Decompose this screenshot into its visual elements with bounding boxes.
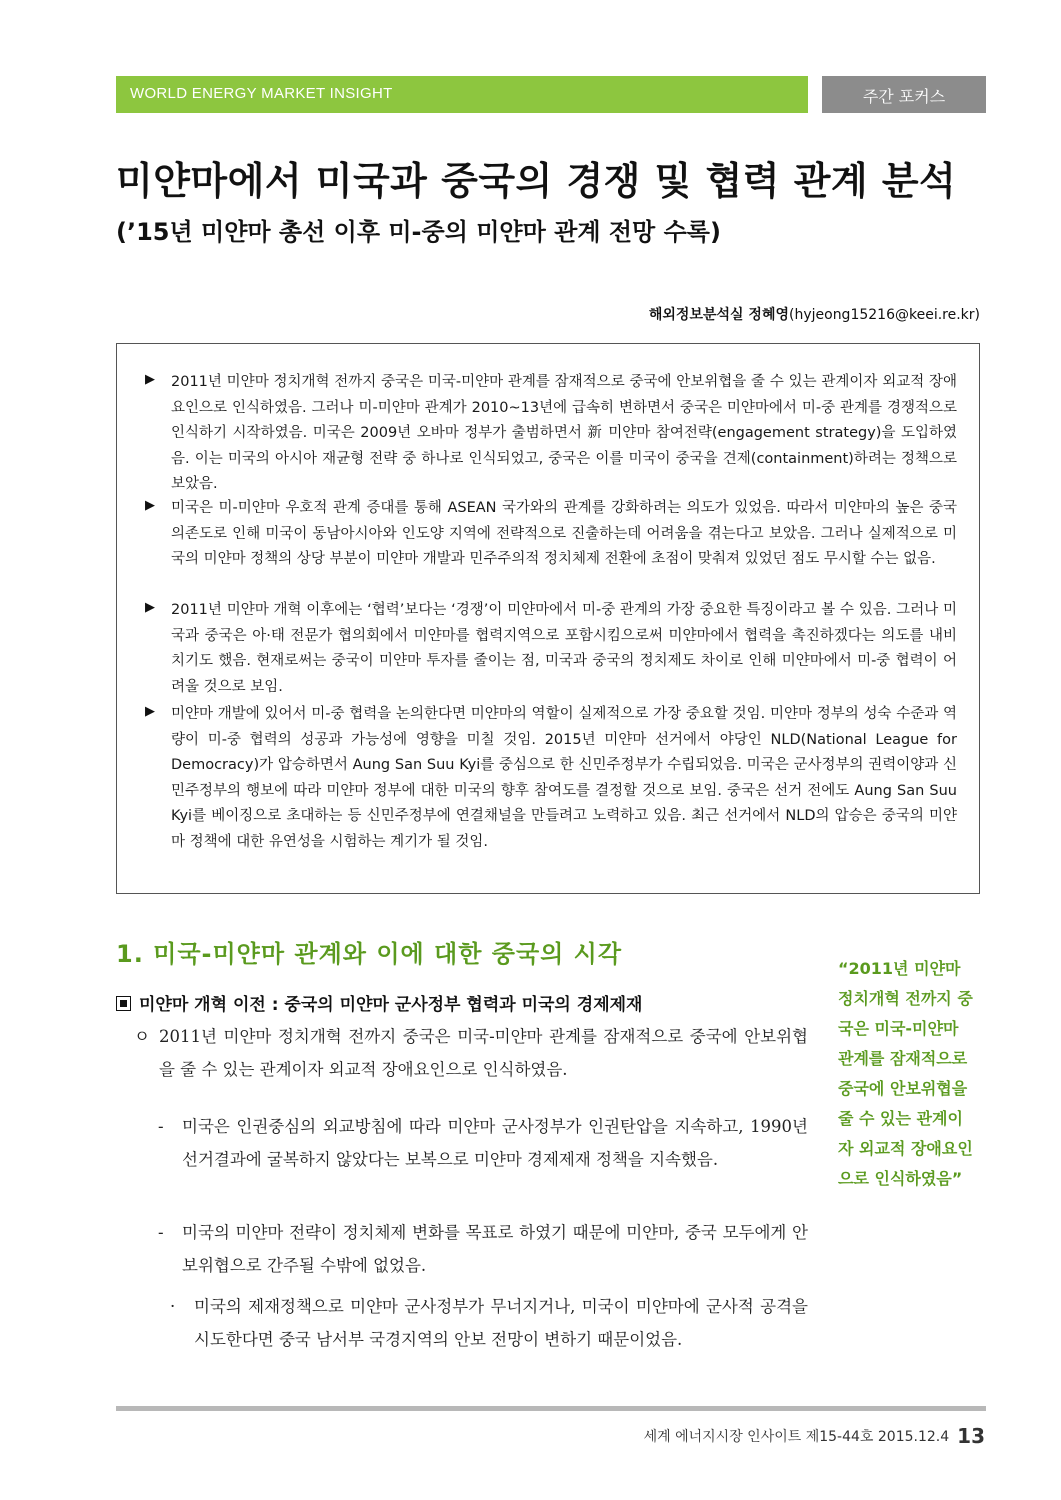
summary-box <box>116 343 980 894</box>
summary-item <box>145 598 957 700</box>
page-subtitle: (’15년 미얀마 총선 이후 미-중의 미얀마 관계 전망 수록) <box>116 218 721 246</box>
summary-item <box>145 370 957 498</box>
subsection-heading-text: 미얀마 개혁 이전 : 중국의 미얀마 군사정부 협력과 미국의 경제제재 <box>139 995 643 1015</box>
body-paragraph-text: 2011년 미얀마 정치개혁 전까지 중국은 미국-미얀마 관계를 잠재적으로 중국에 안보위협을 줄 수 있는 관계이자 외교적 장애요인으로 인식하였음. <box>159 1027 808 1079</box>
dash-marker: - <box>158 1117 164 1136</box>
summary-text: 미얀마 개발에 있어서 미-중 협력을 논의한다면 미얀마의 역할이 실제적으로 가장 중요할 것임. 미얀마 정부의 성숙 수준과 역량이 미-중 협력의 성공과 가능성에 영향을 미칠 것임. 2015년 미얀마 선거에서 야당인 NLD(National League for Democracy)가 압승하면서 Aung San Suu Kyi를 중심으로 한 신민주정부가 수립되었음. 미국은 군사정부의 권력이양과 신민주정부의 행보에 따라 미얀마 정부에 대한 미국의 향후 참여도를 결정할 것으로 보임. 중국은 선거 전에도 Aung San Suu Kyi를 베이징으로 초대하는 등 신민주정부에 연결채널을 만들려고 노력하고 있음. 최근 선거에서 NLD의 압승은 중국의 미얀마 정책에 대한 유연성을 시험하는 계기가 될 것임. <box>171 706 957 850</box>
footer-divider <box>116 1406 986 1411</box>
dash-paragraph-text: 미국의 미얀마 전략이 정치체제 변화를 목표로 하였기 때문에 미얀마, 중국 모두에게 안보위협으로 간주될 수밖에 없었음. <box>182 1223 808 1275</box>
dot-paragraph <box>170 1290 808 1356</box>
dot-marker: · <box>170 1297 176 1316</box>
footer-publication: 세계 에너지시장 인사이트 제15-44호 2015.12.4 <box>643 1429 950 1445</box>
author-name: 해외정보분석실 정혜영 <box>648 307 789 323</box>
dash-marker: - <box>158 1223 164 1242</box>
square-bullet-icon <box>116 996 131 1011</box>
body-paragraph <box>134 1020 808 1086</box>
arrow-bullet-icon: ▶ <box>145 372 155 387</box>
header-series-bar <box>116 76 808 113</box>
dash-paragraph <box>158 1110 808 1176</box>
summary-text: 2011년 미얀마 개혁 이후에는 ‘협력’보다는 ‘경쟁’이 미얀마에서 미-중 관계의 가장 중요한 특징이라고 볼 수 있음. 그러나 미국과 중국은 아·태 전문가 협의회에서 미얀마를 협력지역으로 포함시킴으로써 미얀마에서 협력을 촉진하겠다는 의도를 내비치기도 했음. 현재로써는 중국이 미얀마 투자를 줄이는 점, 미국과 중국의 정치제도 차이로 인해 미얀마에서 미-중 협력이 어려울 것으로 보임. <box>171 602 957 695</box>
header-series-label: WORLD ENERGY MARKET INSIGHT <box>130 85 393 102</box>
summary-text: 2011년 미얀마 정치개혁 전까지 중국은 미국-미얀마 관계를 잠재적으로 중국에 안보위협을 줄 수 있는 관계이자 외교적 장애요인으로 인식하였음. 그러나 미-미얀마 관계가 2010~13년에 급속히 변하면서 중국은 미얀마에서 미-중 관계를 경쟁적으로 인식하기 시작하였음. 미국은 2009년 오바마 정부가 출범하면서 新 미얀마 참여전략(engagement strategy)을 도입하였음. 이는 미국의 아시아 재균형 전략 중 하나로 인식되었고, 중국은 이를 미국이 중국을 견제(containment)하려는 정책으로 보았음. <box>171 374 957 492</box>
summary-item <box>145 702 957 855</box>
arrow-bullet-icon: ▶ <box>145 600 155 615</box>
dash-paragraph <box>158 1216 808 1282</box>
author-line <box>649 304 980 324</box>
dot-paragraph-text: 미국의 제재정책으로 미얀마 군사정부가 무너지거나, 미국이 미얀마에 군사적 공격을 시도한다면 중국 남서부 국경지역의 안보 전망이 변하기 때문이었음. <box>194 1297 808 1349</box>
header-tag-bar <box>822 76 986 113</box>
arrow-bullet-icon: ▶ <box>145 498 155 513</box>
author-email[interactable]: (hyjeong15216@keei.re.kr) <box>789 307 980 323</box>
section-heading: 1. 미국-미얀마 관계와 이에 대한 중국의 시각 <box>116 940 623 968</box>
header-tag-label: 주간 포커스 <box>862 87 946 106</box>
page-footer <box>644 1424 985 1448</box>
subsection-heading <box>116 990 642 1015</box>
circle-bullet-icon: ㅇ <box>134 1027 150 1046</box>
page-number: 13 <box>957 1424 985 1448</box>
dash-paragraph-text: 미국은 인권중심의 외교방침에 따라 미얀마 군사정부가 인권탄압을 지속하고, 1990년 선거결과에 굴복하지 않았다는 보복으로 미얀마 경제제재 정책을 지속했음. <box>182 1117 808 1169</box>
pull-quote: “2011년 미얀마 정치개혁 전까지 중국은 미국-미얀마 관계를 잠재적으로 중국에 안보위협을 줄 수 있는 관계이자 외교적 장애요인으로 인식하였음” <box>838 959 973 1188</box>
summary-item <box>145 496 957 573</box>
arrow-bullet-icon: ▶ <box>145 704 155 719</box>
page-title: 미얀마에서 미국과 중국의 경쟁 및 협력 관계 분석 <box>116 159 957 203</box>
summary-text: 미국은 미-미얀마 우호적 관계 증대를 통해 ASEAN 국가와의 관계를 강화하려는 의도가 있었음. 따라서 미얀마의 높은 중국 의존도로 인해 미국이 동남아시아와 인도양 지역에 전략적으로 진출하는데 어려움을 겪는다고 보았음. 그러나 실제적으로 미국의 미얀마 정책의 상당 부분이 미얀마 개발과 민주주의적 정치체제 전환에 초점이 맞춰져 있었던 점도 무시할 수는 없음. <box>171 500 957 567</box>
